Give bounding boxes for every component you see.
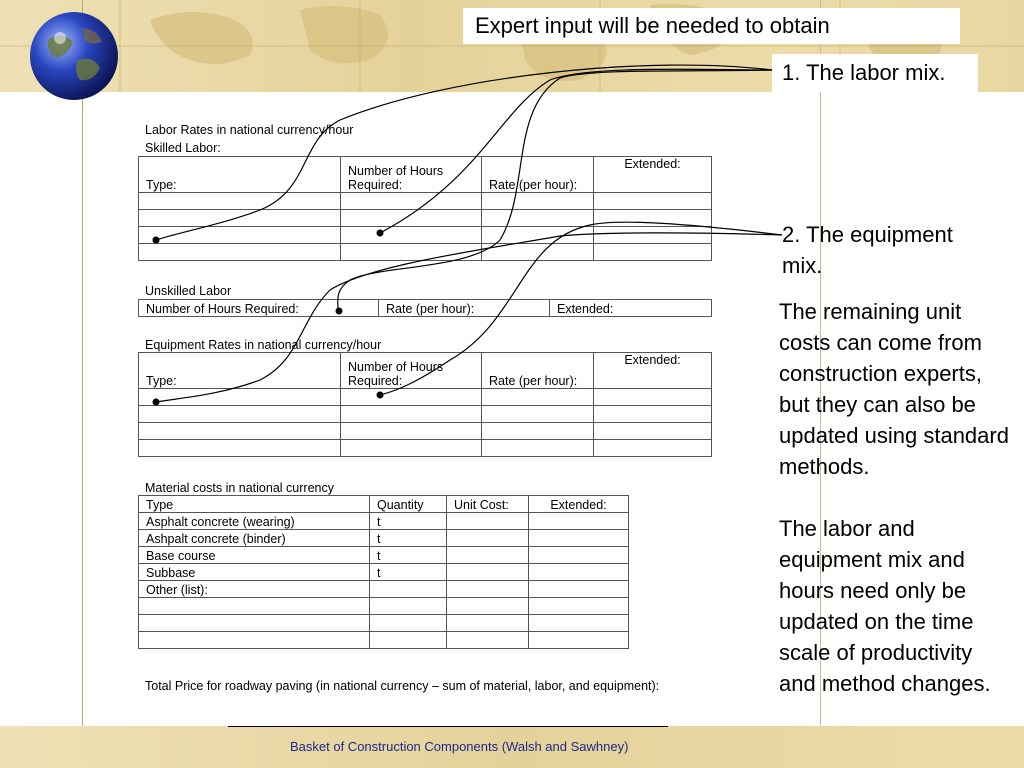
material-table xyxy=(138,495,629,649)
callout-labor-mix: 1. The labor mix. xyxy=(772,54,978,92)
footer-rule xyxy=(228,726,668,727)
header-unskilled-extended: Extended: xyxy=(550,300,712,317)
skilled-labor-heading: Skilled Labor: xyxy=(145,141,221,155)
total-price-line: Total Price for roadway paving (in national currency – sum of material, labor, and equipment): xyxy=(145,679,660,693)
table-row xyxy=(139,210,712,227)
labor-heading: Labor Rates in national currency/hour xyxy=(145,123,354,137)
material-type-cell: Ashpalt concrete (binder) xyxy=(139,530,370,547)
material-qty-cell: t xyxy=(370,513,447,530)
callout-expert-input: Expert input will be needed to obtain xyxy=(463,8,960,44)
header-unskilled-hours: Number of Hours Required: xyxy=(139,300,379,317)
unskilled-labor-table xyxy=(138,299,712,317)
material-heading: Material costs in national currency xyxy=(145,481,334,495)
table-row xyxy=(139,513,629,530)
header-extended: Extended: xyxy=(594,157,712,193)
material-qty-cell: t xyxy=(370,530,447,547)
unskilled-labor-heading: Unskilled Labor xyxy=(145,284,232,298)
header-hours: Number of Hours Required: xyxy=(341,157,482,193)
table-row xyxy=(139,564,629,581)
table-row xyxy=(139,406,712,423)
material-qty-cell: t xyxy=(370,547,447,564)
material-type-cell: Base course xyxy=(139,547,370,564)
table-row xyxy=(139,193,712,210)
header-extended: Extended: xyxy=(594,353,712,389)
header-type: Type: xyxy=(139,157,341,193)
table-row xyxy=(139,581,629,598)
header-type: Type xyxy=(139,496,370,513)
left-rule xyxy=(82,0,83,768)
skilled-labor-table xyxy=(138,156,712,261)
table-row xyxy=(139,615,629,632)
callout-equipment-mix: 2. The equipment mix. xyxy=(782,222,953,278)
table-row xyxy=(139,227,712,244)
table-row xyxy=(139,598,629,615)
header-quantity: Quantity xyxy=(370,496,447,513)
header-rate: Rate (per hour): xyxy=(482,353,594,389)
header-hours: Number of Hours Required: xyxy=(341,353,482,389)
material-type-cell: Subbase xyxy=(139,564,370,581)
table-row xyxy=(139,530,629,547)
table-row xyxy=(139,440,712,457)
globe-icon xyxy=(28,10,120,102)
table-row xyxy=(139,547,629,564)
table-row xyxy=(139,244,712,261)
header-type: Type: xyxy=(139,353,341,389)
notes-panel xyxy=(779,296,1011,730)
equipment-table xyxy=(138,352,712,457)
note-paragraph-1: The remaining unit costs can come from construction experts, but they can also be updated using standard methods. xyxy=(779,299,1009,479)
header-rate: Rate (per hour): xyxy=(482,157,594,193)
footer-caption: Basket of Construction Components (Walsh and Sawhney) xyxy=(290,739,629,754)
header-unit-cost: Unit Cost: xyxy=(447,496,529,513)
note-paragraph-2: The labor and equipment mix and hours need only be updated on the time scale of productivity and method changes. xyxy=(779,516,991,696)
equipment-heading: Equipment Rates in national currency/hour xyxy=(145,338,382,352)
material-qty-cell: t xyxy=(370,564,447,581)
material-type-cell: Asphalt concrete (wearing) xyxy=(139,513,370,530)
header-unskilled-rate: Rate (per hour): xyxy=(379,300,550,317)
table-row xyxy=(139,632,629,649)
header-extended: Extended: xyxy=(529,496,629,513)
table-row xyxy=(139,389,712,406)
material-qty-cell xyxy=(370,581,447,598)
table-row xyxy=(139,423,712,440)
material-type-cell: Other (list): xyxy=(139,581,370,598)
